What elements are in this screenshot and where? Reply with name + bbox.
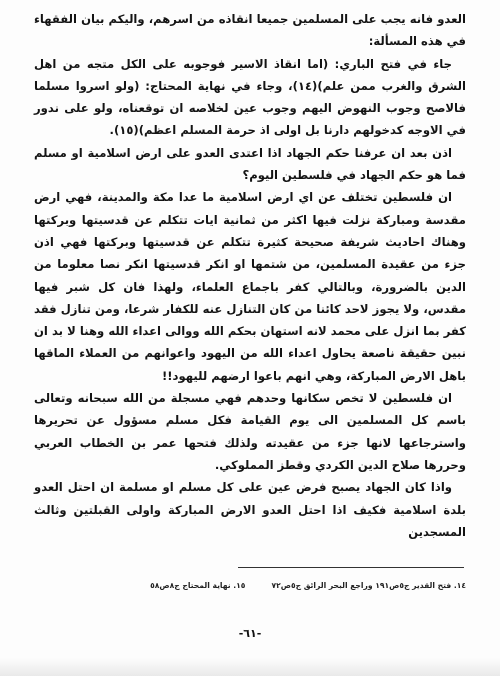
paragraph: واذا كان الجهاد يصبح فرض عين على كل مسلم او مسلمة ان احتل العدو بلدة اسلامية فكيف اذا احتل العدو الارض المباركة واولى القبلتين وثالث المسجدين: [34, 480, 466, 539]
paragraph: العدو فانه يجب على المسلمين جميعا انقاذه من اسرهم، واليكم بيان الفقهاء في هذه المسألة:: [34, 12, 466, 49]
footnotes: [30, 581, 466, 590]
paragraph: ان فلسطين تختلف عن اي ارض اسلامية ما عدا مكة والمدينة، فهي ارض مقدسة ومباركة نزلت فيها اكثر من ثمانية ايات تتكلم عن قدسيتها وبركتها وهناك احاديث شريفة صحيحة كثيرة تتكلم عن قدسيتها وبركتها فهي اذن جزء من عقيدة المسلمين، من شتمها او انكر قدسيتها انكر نصا معلوما من الدين بالضرورة، وبالتالي كفر باجماع العلماء، ولهذا فان كل شبر فيها مقدس، ولا يجوز لاحد كائنا من كان التنازل عنه للكفار شرعا، ومن تنازل فقد كفر بما انزل على محمد لانه استهان بحكم الله ووالى اعداء الله وهنا لا بد ان نبين حقيقة ناصعة يحاول اعداء الله من اليهود واعوانهم من العملاء الماقها باهل الارض المباركة، وهي انهم باعوا ارضهم لليهود!!: [34, 190, 466, 383]
paragraph: اذن بعد ان عرفنا حكم الجهاد اذا اعتدى العدو على ارض اسلامية او مسلم فما هو حكم الجهاد في فلسطين اليوم؟: [34, 145, 466, 183]
body-text: [34, 8, 466, 543]
footnote: ١٥. نهاية المحتاج ج٨ص٥٨: [150, 581, 246, 590]
paragraph: ان فلسطين لا تخص سكانها وحدهم فهي مسجلة من الله سبحانه وتعالى باسم كل المسلمين الى يوم القيامة فكل مسلم مسؤول عن تحريرها واسترجاعها لانها جزء من عقيدته ولذلك فتحها عمر بن الخطاب العربي وحررها صلاح الدين الكردي وقطز المملوكي.: [34, 391, 466, 472]
footnote: ١٤. فتح القدير ج٥ص١٩١ وراجع البحر الرائق ج٥ص٧٢: [271, 581, 466, 590]
page-edge-shadow: [0, 658, 500, 676]
footnote-divider: [238, 567, 464, 568]
paragraph: جاء في فتح الباري: (اما انقاذ الاسير فوجوبه على الكل متجه من اهل الشرق والغرب ممن علم)(١٤)، وجاء في نهاية المحتاج: (ولو اسروا مسلما فالاصح وجوب النهوض اليهم وجوب عين لخلاصه ان توقعناه، ولو على ندور في الاوجه كدخولهم دارنا بل اولى اذ حرمة المسلم اعظم)(١٥).: [34, 56, 466, 138]
page-number: -٦١-: [238, 627, 262, 640]
